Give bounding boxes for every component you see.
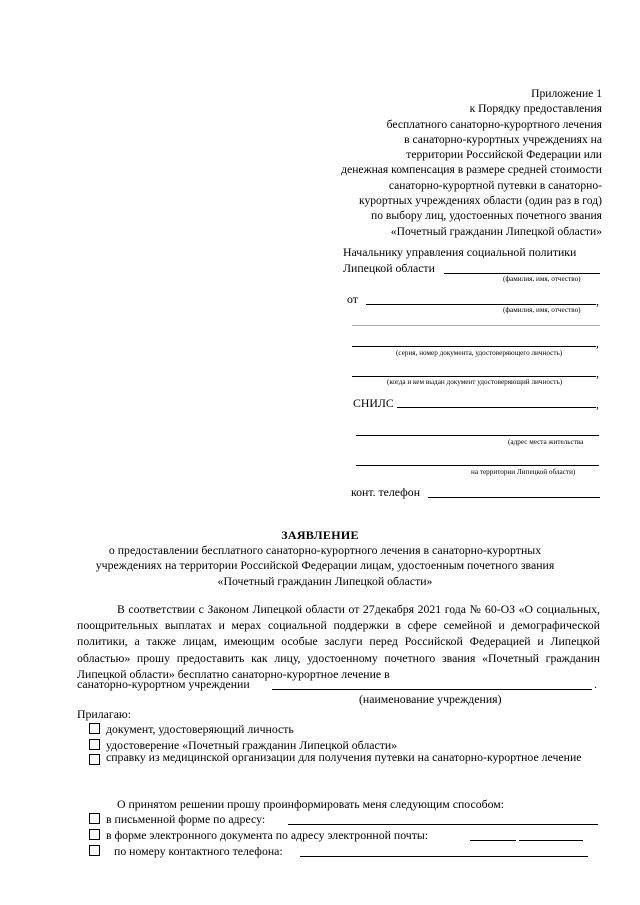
snils-field[interactable] xyxy=(397,407,596,408)
caption-address: (адрес места жительства xyxy=(508,438,584,446)
appendix-line: курортных учреждениях области (один раз в год) xyxy=(359,194,602,208)
phone-field[interactable] xyxy=(428,497,600,498)
caption-issued: (когда и кем выдан документ удостоверяющий личность) xyxy=(387,378,563,386)
appendix-header xyxy=(282,86,602,239)
appendix-line: по выбору лиц, удостоенных почетного звания xyxy=(371,209,602,223)
statement-title: ЗАЯВЛЕНИЕ xyxy=(281,528,359,542)
appendix-line: территории Российской Федерации или xyxy=(406,148,602,162)
attachment-item[interactable] xyxy=(77,750,600,765)
caption-fio-2: (фамилия, имя, отчество) xyxy=(503,306,581,314)
email-field-part[interactable] xyxy=(470,840,516,841)
checkbox[interactable] xyxy=(89,723,100,734)
territory-field[interactable] xyxy=(356,465,599,466)
notify-label: в форме электронного документа по адресу электронной почты: xyxy=(106,828,429,842)
institution-caption: (наименование учреждения) xyxy=(359,692,502,706)
notify-option[interactable] xyxy=(89,828,428,843)
appendix-line: денежная компенсация в размере средней стоимости xyxy=(341,163,602,177)
notify-label: в письменной форме по адресу: xyxy=(106,812,266,826)
caption-document: (серия, номер документа, удостоверяющего личность) xyxy=(396,349,563,357)
comma: , xyxy=(596,366,599,380)
subtitle-line: о предоставлении бесплатного санаторно-курортного лечения в санаторно-курортных xyxy=(108,543,542,557)
period: . xyxy=(594,677,597,691)
notify-label: по номеру контактного телефона: xyxy=(114,844,283,858)
applicant-fio-field[interactable] xyxy=(366,304,596,305)
attachment-label: документ, удостоверяющий личность xyxy=(106,722,294,736)
appendix-line: бесплатного санаторно-курортного лечения xyxy=(386,117,602,131)
appendix-line: «Почетный гражданин Липецкой области» xyxy=(390,224,602,238)
subtitle-line: учреждениях на территории Российской Федерации лицам, удостоенным почетного звания xyxy=(95,558,555,573)
institution-field[interactable] xyxy=(272,689,592,690)
appendix-line: к Порядку предоставления xyxy=(469,102,602,116)
institution-prefix: санаторно-курортном учреждении xyxy=(77,677,250,691)
phone-number-field[interactable] xyxy=(300,856,588,857)
notify-option[interactable] xyxy=(89,812,265,827)
body-paragraph: В соответствии с Законом Липецкой области от 27декабря 2021 года № 60-ОЗ «О социальных, поощрительных выплатах и мерах социальной поддержки в сфере семейной и демографической политики, а также лицам, имеющим особые заслуги перед Российской Федерацией и Липецкой областью» прошу предоставить как лицу, удостоенному почетного звания «Почетный гражданин Липецкой области» бесплатно санаторно-курортное лечение в xyxy=(77,602,600,681)
postal-address-field[interactable] xyxy=(288,824,598,825)
attachment-item[interactable] xyxy=(89,722,294,737)
issued-field[interactable] xyxy=(352,376,596,377)
appendix-line: в санаторно-курортных учреждениях на xyxy=(404,132,602,146)
addressee-line-2: Липецкой области xyxy=(343,261,435,275)
subtitle-line: «Почетный гражданин Липецкой области» xyxy=(217,573,433,588)
attachments-heading: Прилагаю: xyxy=(77,707,132,721)
checkbox[interactable] xyxy=(89,813,100,824)
document-field[interactable] xyxy=(352,346,596,347)
attachment-label: справку из медицинской организации для получения путевки на санаторно-курортное лечение xyxy=(106,750,582,764)
applicant-extra-field[interactable] xyxy=(352,325,600,326)
notify-option[interactable] xyxy=(89,844,283,859)
checkbox[interactable] xyxy=(89,754,100,765)
statement-body xyxy=(77,601,600,682)
phone-label: конт. телефон xyxy=(351,485,421,499)
from-label: от xyxy=(347,292,358,306)
snils-label: СНИЛС xyxy=(353,396,394,410)
checkbox[interactable] xyxy=(89,829,100,840)
addressee-line-1: Начальнику управления социальной политики xyxy=(343,245,577,259)
statement-subtitle xyxy=(70,543,580,589)
appendix-line: санаторно-курортной путевки в санаторно- xyxy=(388,178,602,192)
appendix-line: Приложение 1 xyxy=(531,87,602,100)
checkbox[interactable] xyxy=(89,739,100,750)
addressee-fio-field[interactable] xyxy=(444,273,600,274)
comma: , xyxy=(596,397,599,411)
caption-fio: (фамилия, имя, отчество) xyxy=(503,275,581,283)
comma: , xyxy=(596,294,599,308)
comma: , xyxy=(596,336,599,350)
checkbox[interactable] xyxy=(89,845,100,856)
caption-territory: на территории Липецкой области) xyxy=(471,468,576,476)
attachment-label: удостоверение «Почетный гражданин Липецкой области» xyxy=(106,738,398,752)
address-field[interactable] xyxy=(356,435,599,436)
email-field[interactable] xyxy=(519,840,583,841)
notify-heading: О принятом решении прошу проинформировать меня следующим способом: xyxy=(117,797,505,811)
